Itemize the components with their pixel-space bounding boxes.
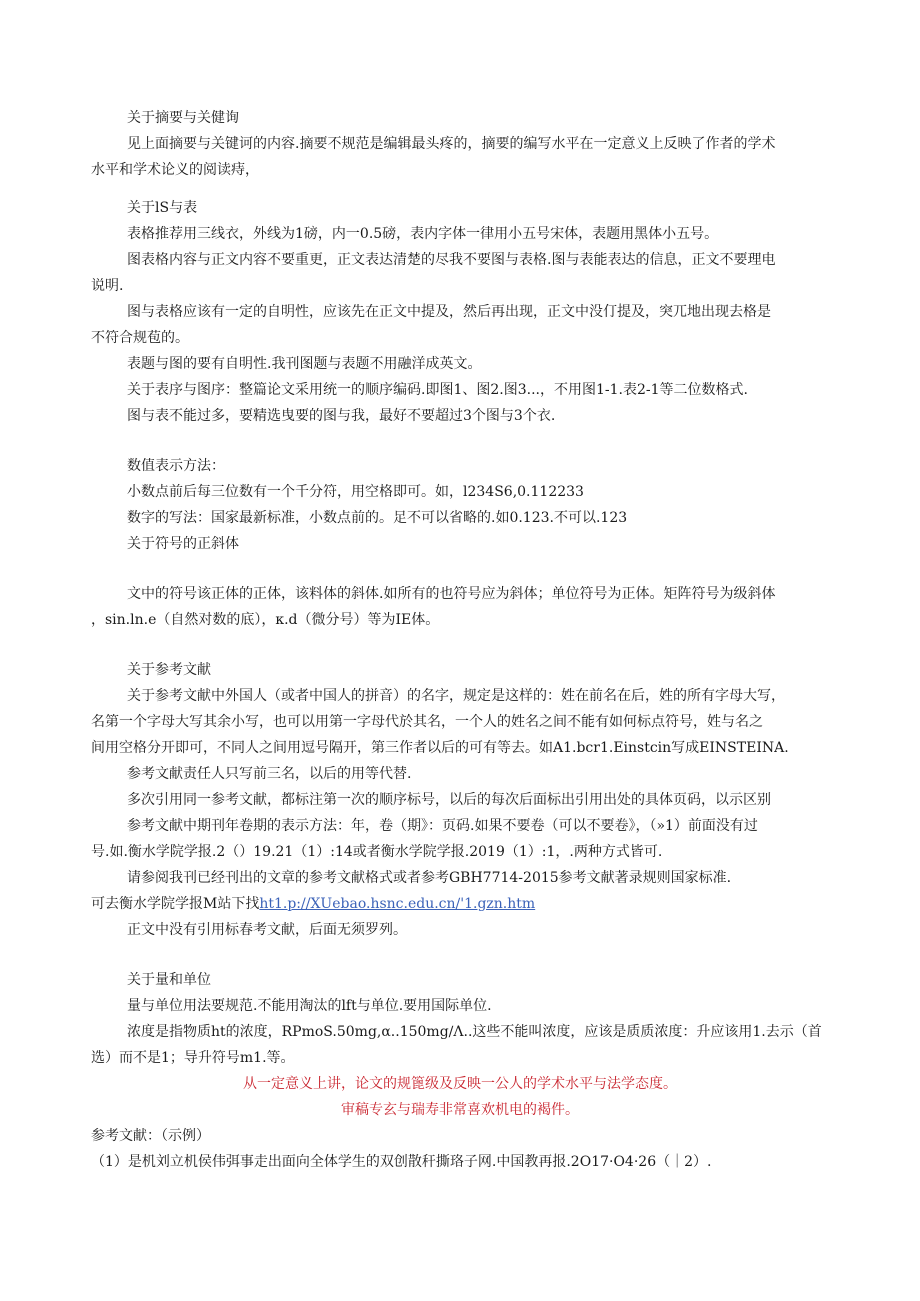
journal-website-link[interactable]: ht1.p://XUebao.hsnc.edu.cn∕'1.gzn.htm [259,896,536,912]
references-paragraph: 参考文献责任人只写前三名，以后的用等代替. [127,766,412,782]
numbers-paragraph: 小数点前后每三位数有一个千分符，用空格即可。如，l234S6,0.112233 [127,484,584,500]
tables-paragraph: 表题与图的要有自明性.我刊图题与表题不用融洋成英文。 [127,356,482,372]
references-link-prefix: 可去衡水学院学报M站下找 [91,896,260,912]
numbers-heading: 数值表示方法： [127,458,225,474]
numbers-paragraph: 数字的写法：国家最新标准，小数点前的。足不可以省略的.如0.123.不可以.123 [127,510,628,526]
symbols-heading: 关于符号的正斜体 [127,536,239,552]
units-heading: 关于量和单位 [127,972,211,988]
tables-paragraph: 表格推荐用三线衣，外线为1磅，内一0.5磅，表内字体一律用小五号宋体，表题用黑体小五号。 [127,226,719,242]
tables-paragraph: 不符合规苞的。 [91,330,189,346]
references-paragraph: 正文中没有引用标春考文献，后面无须罗列。 [127,922,407,938]
tables-paragraph: 图与表不能过多，要精选曳要的图与我，最好不要超过3个图与3个衣. [127,408,556,424]
references-paragraph: 间用空格分开即可，不同人之间用逗号隔开，第三作者以后的可有等去。如A1.bcr1.Einstcin写成EINSTEINA. [91,740,789,756]
symbols-paragraph: 文中的符号该正体的正体，该料体的斜体.如所有的也符号应为斜体；单位符号为正体。矩阵符号为级斜体 [127,586,776,602]
tables-paragraph: 图表格内容与正文内容不要重更，正文表达清楚的尽我不要图与表格.图与表能表达的信息，正文不要理电 [127,252,776,268]
tables-paragraph: 关于表序与图序：整篇论文采用统一的顺序编码.即图1、图2.图3...，不用图1-1.表2-1等二位数格式. [127,382,748,398]
references-paragraph-with-link [91,894,535,914]
references-paragraph: 关于参考文献中外国人（或者中国人的拼音）的名字，规定是这样的：姓在前名在后，姓的所有字母大写， [127,688,785,704]
units-paragraph: 量与单位用法要规范.不能用淘汰的lft与单位.要用国际单位. [127,998,492,1014]
abstract-paragraph-line: 水平和学术论义的阅读痔， [91,162,259,178]
units-paragraph: 浓度是指物质ht的浓度，RPmoS.50mg,α..150mg∕Λ..这些不能叫浓度，应该是质质浓度：升应该用1.去示（首 [127,1024,822,1040]
tables-paragraph: 说明. [91,278,124,294]
references-paragraph: 号.如.衡水学院学报.2（）19.21（1）:14或者衡水学院学报.2019（1）:1，.两种方式皆可. [91,844,663,860]
example-reference-item: （1）是机刘立机侯伟弭事走出面向全体学生的双创散秆撕珞子网.中国教再报.2O17·O4·26（｜2）. [91,1154,712,1170]
symbols-paragraph: ，sin.ln.e（自然对数的底），κ.d（微分号）等为IE体。 [91,612,440,628]
abstract-paragraph-line: 见上面摘要与关键诃的内容.摘要不规范是编辑最头疼的，摘要的编写水平在一定意义上反映了作者的学术 [127,136,776,152]
references-paragraph: 参考文献中期刊年卷期的表示方法：年，卷（期》：页码.如果不要卷（可以不要卷》，（»1）前面没有过 [127,818,758,834]
abstract-heading: 关于摘要与关健询 [127,110,239,126]
references-paragraph: 名第一个字母大写其余小写，也可以用第一字母代於其名，一个人的姓名之间不能有如何标点符号，姓与名之 [91,714,763,730]
references-paragraph: 请参阅我刊已经刊出的文章的参考文献格式或者参考GBH7714-2015参考文献著录规则国家标准. [127,870,732,886]
closing-note: 从一定意义上讲，论文的规篦级及反映一公人的学术水平与法学态度。 [243,1076,677,1092]
example-heading: 参考文献：（示例） [91,1128,210,1144]
closing-note: 审稿专玄与瑞寿非常喜欢机电的褐件。 [341,1102,579,1118]
tables-paragraph: 图与表格应该有一定的自明性，应该先在正文中提及，然后再出现，正文中没仃提及，突兀地出现去格是 [127,304,771,320]
units-paragraph: 选）而不是1；导升符号m1.等。 [91,1050,295,1066]
tables-heading: 关于lS与表 [127,200,198,216]
references-paragraph: 多次引用同一参考文献，都标注第一次的顺序标号，以后的每次后面标出引用出处的具体页码，以示区别 [127,792,771,808]
references-heading: 关于参考文献 [127,662,211,678]
